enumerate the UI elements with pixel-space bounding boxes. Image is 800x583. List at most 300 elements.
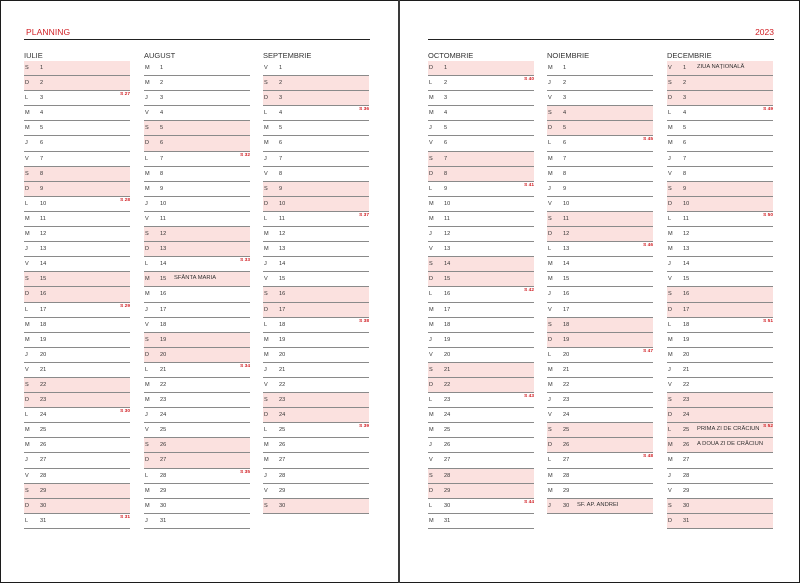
weekday-letter: V (264, 276, 268, 283)
day-row[interactable] (428, 408, 534, 423)
day-row[interactable] (547, 408, 653, 423)
day-number: 7 (40, 155, 44, 162)
day-row[interactable] (24, 257, 130, 272)
week-number: S 46 (643, 243, 653, 249)
day-number: 6 (40, 140, 44, 147)
day-row[interactable] (263, 242, 369, 257)
day-row[interactable] (547, 499, 653, 514)
day-row[interactable] (144, 393, 250, 408)
day-row[interactable] (667, 121, 773, 136)
day-row[interactable] (144, 514, 250, 529)
day-number: 29 (40, 487, 47, 494)
day-row[interactable] (144, 121, 250, 136)
day-number: 20 (40, 351, 47, 358)
day-row[interactable] (547, 272, 653, 287)
day-row[interactable] (428, 423, 534, 438)
day-number: 21 (683, 366, 690, 373)
day-row[interactable] (24, 136, 130, 151)
day-row[interactable] (667, 212, 773, 227)
day-number: 22 (563, 381, 570, 388)
day-row[interactable] (24, 182, 130, 197)
day-row[interactable] (667, 514, 773, 529)
day-row[interactable] (428, 333, 534, 348)
day-row[interactable] (547, 484, 653, 499)
weekday-letter: M (548, 487, 553, 494)
day-row[interactable] (547, 197, 653, 212)
day-row[interactable] (144, 212, 250, 227)
day-row[interactable] (263, 121, 369, 136)
day-row[interactable] (263, 408, 369, 423)
day-number: 24 (683, 412, 690, 419)
day-row[interactable] (667, 227, 773, 242)
weekday-letter: M (668, 231, 673, 238)
day-row[interactable] (667, 61, 773, 76)
day-row[interactable] (24, 378, 130, 393)
weekday-letter: J (264, 155, 267, 162)
day-row[interactable] (144, 378, 250, 393)
weekday-letter: D (548, 231, 553, 238)
day-row[interactable] (24, 272, 130, 287)
day-row[interactable] (24, 393, 130, 408)
weekday-letter: D (429, 276, 434, 283)
day-number: 26 (444, 442, 451, 449)
day-row[interactable] (24, 484, 130, 499)
day-row[interactable] (428, 453, 534, 468)
day-row[interactable] (263, 453, 369, 468)
day-number: 16 (279, 291, 286, 298)
day-row[interactable] (428, 499, 534, 514)
day-row[interactable] (428, 484, 534, 499)
day-row[interactable] (263, 212, 369, 227)
weekday-letter: V (429, 457, 433, 464)
day-row[interactable] (667, 272, 773, 287)
day-number: 20 (444, 351, 451, 358)
day-row[interactable] (144, 76, 250, 91)
day-number: 11 (563, 215, 569, 222)
day-row[interactable] (263, 257, 369, 272)
day-number: 20 (279, 351, 286, 358)
day-row[interactable] (24, 363, 130, 378)
day-number: 24 (160, 412, 167, 419)
day-row[interactable] (24, 469, 130, 484)
weekday-letter: J (548, 291, 551, 298)
day-row[interactable] (428, 287, 534, 302)
day-row[interactable] (24, 348, 130, 363)
week-number: S 51 (763, 318, 773, 324)
day-row[interactable] (24, 287, 130, 302)
day-number: 21 (40, 366, 47, 373)
weekday-letter: D (548, 125, 553, 132)
day-row[interactable] (263, 167, 369, 182)
day-row[interactable] (24, 212, 130, 227)
weekday-letter: V (668, 487, 672, 494)
day-number: 10 (683, 200, 690, 207)
day-number: 30 (160, 502, 167, 509)
day-row[interactable] (547, 469, 653, 484)
day-row[interactable] (667, 152, 773, 167)
week-number: S 42 (524, 288, 534, 294)
day-row[interactable] (667, 197, 773, 212)
day-row[interactable] (428, 182, 534, 197)
weekday-letter: J (264, 472, 267, 479)
day-number: 6 (683, 140, 687, 147)
day-number: 20 (160, 351, 167, 358)
week-number: S 43 (524, 394, 534, 400)
day-number: 15 (160, 276, 167, 283)
day-row[interactable] (428, 227, 534, 242)
weekday-letter: S (429, 155, 433, 162)
day-row[interactable] (263, 348, 369, 363)
day-row[interactable] (428, 121, 534, 136)
day-row[interactable] (24, 318, 130, 333)
day-row[interactable] (263, 106, 369, 121)
day-row[interactable] (428, 242, 534, 257)
day-row[interactable] (667, 469, 773, 484)
day-row[interactable] (144, 91, 250, 106)
day-row[interactable] (263, 272, 369, 287)
day-number: 14 (563, 261, 570, 268)
day-row[interactable] (428, 438, 534, 453)
day-number: 23 (683, 397, 690, 404)
weekday-letter: D (548, 442, 553, 449)
day-row[interactable] (144, 333, 250, 348)
day-row[interactable] (428, 197, 534, 212)
weekday-letter: J (25, 246, 28, 253)
weekday-letter: V (548, 306, 552, 313)
day-number: 25 (279, 427, 286, 434)
day-row[interactable] (547, 167, 653, 182)
day-row[interactable] (263, 61, 369, 76)
month-column (263, 50, 369, 514)
day-number: 18 (40, 321, 47, 328)
day-number: 27 (279, 457, 286, 464)
weekday-letter: D (264, 200, 269, 207)
day-row[interactable] (24, 152, 130, 167)
day-row[interactable] (24, 76, 130, 91)
day-row[interactable] (263, 469, 369, 484)
day-number: 30 (40, 502, 47, 509)
weekday-letter: S (264, 291, 268, 298)
holiday-note: ZIUA NAȚIONALĂ (697, 64, 745, 70)
day-row[interactable] (24, 167, 130, 182)
day-row[interactable] (667, 167, 773, 182)
day-number: 3 (563, 95, 567, 102)
week-number: S 32 (240, 152, 250, 158)
day-row[interactable] (428, 212, 534, 227)
weekday-letter: L (145, 261, 149, 268)
day-number: 28 (563, 472, 570, 479)
day-number: 3 (683, 95, 687, 102)
day-row[interactable] (24, 121, 130, 136)
day-number: 18 (279, 321, 286, 328)
day-row[interactable] (144, 469, 250, 484)
week-number: S 35 (240, 469, 250, 475)
weekday-letter: V (668, 381, 672, 388)
day-row[interactable] (263, 136, 369, 151)
day-row[interactable] (144, 348, 250, 363)
day-row[interactable] (263, 227, 369, 242)
day-number: 18 (160, 321, 167, 328)
day-row[interactable] (428, 91, 534, 106)
day-row[interactable] (24, 408, 130, 423)
weekday-letter: L (25, 412, 29, 419)
day-row[interactable] (547, 61, 653, 76)
week-number: S 28 (120, 197, 130, 203)
day-number: 26 (279, 442, 286, 449)
day-row[interactable] (24, 242, 130, 257)
day-row[interactable] (263, 484, 369, 499)
day-row[interactable] (144, 242, 250, 257)
day-row[interactable] (144, 453, 250, 468)
day-row[interactable] (667, 106, 773, 121)
weekday-letter: D (145, 457, 150, 464)
day-row[interactable] (547, 136, 653, 151)
weekday-letter: S (548, 427, 552, 434)
weekday-letter: L (429, 502, 433, 509)
day-row[interactable] (547, 242, 653, 257)
weekday-letter: S (668, 80, 672, 87)
day-row[interactable] (24, 453, 130, 468)
week-number: S 30 (120, 409, 130, 415)
day-row[interactable] (428, 348, 534, 363)
day-row[interactable] (547, 152, 653, 167)
day-number: 1 (563, 65, 567, 71)
day-number: 27 (40, 457, 47, 464)
day-row[interactable] (667, 303, 773, 318)
day-row[interactable] (144, 363, 250, 378)
day-row[interactable] (547, 227, 653, 242)
day-row[interactable] (547, 91, 653, 106)
day-number: 31 (444, 517, 451, 524)
weekday-letter: S (145, 442, 149, 449)
day-row[interactable] (428, 152, 534, 167)
day-row[interactable] (428, 514, 534, 529)
weekday-letter: D (429, 170, 434, 177)
day-row[interactable] (263, 182, 369, 197)
day-row[interactable] (144, 152, 250, 167)
day-number: 7 (444, 155, 448, 162)
day-row[interactable] (24, 227, 130, 242)
day-row[interactable] (263, 393, 369, 408)
day-row[interactable] (24, 91, 130, 106)
day-row[interactable] (667, 363, 773, 378)
weekday-letter: M (668, 336, 673, 343)
day-row[interactable] (547, 212, 653, 227)
day-row[interactable] (667, 499, 773, 514)
day-row[interactable] (667, 91, 773, 106)
weekday-letter: M (25, 215, 30, 222)
day-row[interactable] (428, 76, 534, 91)
day-number: 3 (279, 95, 283, 102)
day-row[interactable] (667, 333, 773, 348)
weekday-letter: M (548, 381, 553, 388)
day-row[interactable] (547, 423, 653, 438)
day-row[interactable] (144, 167, 250, 182)
day-row[interactable] (547, 76, 653, 91)
day-row[interactable] (24, 106, 130, 121)
day-number: 9 (279, 185, 283, 192)
day-row[interactable] (428, 318, 534, 333)
day-row[interactable] (263, 303, 369, 318)
day-row[interactable] (263, 378, 369, 393)
day-row[interactable] (547, 303, 653, 318)
day-row[interactable] (547, 348, 653, 363)
day-row[interactable] (144, 438, 250, 453)
day-row[interactable] (547, 257, 653, 272)
day-row[interactable] (24, 438, 130, 453)
day-row[interactable] (263, 363, 369, 378)
day-row[interactable] (24, 61, 130, 76)
week-number: S 44 (524, 499, 534, 505)
weekday-letter: M (25, 125, 30, 132)
day-row[interactable] (263, 197, 369, 212)
day-number: 29 (563, 487, 570, 494)
day-row[interactable] (428, 61, 534, 76)
day-row[interactable] (667, 438, 773, 453)
day-number: 4 (279, 110, 283, 117)
day-number: 28 (683, 472, 690, 479)
day-row[interactable] (263, 499, 369, 514)
day-row[interactable] (144, 287, 250, 302)
day-row[interactable] (667, 393, 773, 408)
weekday-letter: V (429, 246, 433, 253)
day-row[interactable] (667, 423, 773, 438)
day-row[interactable] (667, 408, 773, 423)
day-number: 4 (160, 110, 164, 117)
day-number: 28 (279, 472, 286, 479)
day-row[interactable] (667, 76, 773, 91)
day-row[interactable] (263, 91, 369, 106)
day-number: 21 (563, 366, 570, 373)
day-row[interactable] (547, 393, 653, 408)
day-row[interactable] (263, 333, 369, 348)
weekday-letter: D (145, 140, 150, 147)
weekday-letter: D (668, 306, 673, 313)
day-number: 14 (444, 261, 451, 268)
day-row[interactable] (263, 287, 369, 302)
day-row[interactable] (144, 499, 250, 514)
week-number: S 36 (359, 107, 369, 113)
day-row[interactable] (24, 499, 130, 514)
day-row[interactable] (547, 318, 653, 333)
day-row[interactable] (547, 363, 653, 378)
day-row[interactable] (667, 348, 773, 363)
weekday-letter: M (429, 321, 434, 328)
day-row[interactable] (144, 272, 250, 287)
weekday-letter: V (145, 427, 149, 434)
day-row[interactable] (667, 287, 773, 302)
day-row[interactable] (24, 333, 130, 348)
weekday-letter: L (429, 80, 433, 87)
day-row[interactable] (144, 318, 250, 333)
weekday-letter: M (25, 427, 30, 434)
day-row[interactable] (263, 318, 369, 333)
day-row[interactable] (24, 303, 130, 318)
day-row[interactable] (263, 76, 369, 91)
day-row[interactable] (547, 121, 653, 136)
weekday-letter: L (548, 140, 552, 147)
day-row[interactable] (144, 106, 250, 121)
day-row[interactable] (144, 227, 250, 242)
day-row[interactable] (428, 257, 534, 272)
day-row[interactable] (428, 272, 534, 287)
day-row[interactable] (428, 136, 534, 151)
day-row[interactable] (428, 363, 534, 378)
weekday-letter: D (264, 95, 269, 102)
day-row[interactable] (547, 106, 653, 121)
weekday-letter: L (548, 457, 552, 464)
day-row[interactable] (667, 136, 773, 151)
day-row[interactable] (547, 182, 653, 197)
day-number: 16 (40, 291, 47, 298)
day-row[interactable] (144, 408, 250, 423)
day-row[interactable] (263, 152, 369, 167)
weekday-letter: S (25, 381, 29, 388)
day-number: 19 (160, 336, 167, 343)
weekday-letter: V (25, 261, 29, 268)
day-row[interactable] (428, 106, 534, 121)
day-number: 31 (40, 517, 47, 524)
day-row[interactable] (667, 257, 773, 272)
weekday-letter: S (548, 110, 552, 117)
day-row[interactable] (428, 378, 534, 393)
weekday-letter: L (429, 397, 433, 404)
weekday-letter: S (145, 231, 149, 238)
day-row[interactable] (428, 303, 534, 318)
day-row[interactable] (263, 423, 369, 438)
day-row[interactable] (24, 514, 130, 529)
day-row[interactable] (144, 182, 250, 197)
day-number: 3 (40, 95, 44, 102)
day-row[interactable] (144, 136, 250, 151)
day-row[interactable] (263, 438, 369, 453)
weekday-letter: J (668, 472, 671, 479)
day-row[interactable] (547, 438, 653, 453)
day-number: 13 (563, 246, 570, 253)
weekday-letter: M (429, 110, 434, 117)
weekday-letter: J (429, 125, 432, 132)
day-row[interactable] (428, 167, 534, 182)
day-row[interactable] (144, 484, 250, 499)
day-number: 22 (444, 381, 451, 388)
day-row[interactable] (144, 257, 250, 272)
day-row[interactable] (667, 484, 773, 499)
weekday-letter: M (548, 155, 553, 162)
day-row[interactable] (547, 287, 653, 302)
day-row[interactable] (24, 197, 130, 212)
day-row[interactable] (428, 469, 534, 484)
day-row[interactable] (144, 61, 250, 76)
page-year: 2023 (755, 27, 774, 37)
day-row[interactable] (667, 378, 773, 393)
day-row[interactable] (667, 182, 773, 197)
day-row[interactable] (428, 393, 534, 408)
day-row[interactable] (547, 378, 653, 393)
day-row[interactable] (144, 423, 250, 438)
day-number: 12 (40, 231, 47, 238)
day-row[interactable] (547, 333, 653, 348)
day-row[interactable] (144, 303, 250, 318)
day-row[interactable] (667, 242, 773, 257)
day-row[interactable] (667, 318, 773, 333)
day-row[interactable] (667, 453, 773, 468)
day-number: 25 (40, 427, 47, 434)
day-number: 9 (444, 185, 448, 192)
day-row[interactable] (547, 453, 653, 468)
day-row[interactable] (24, 423, 130, 438)
day-row[interactable] (144, 197, 250, 212)
day-number: 21 (444, 366, 451, 373)
